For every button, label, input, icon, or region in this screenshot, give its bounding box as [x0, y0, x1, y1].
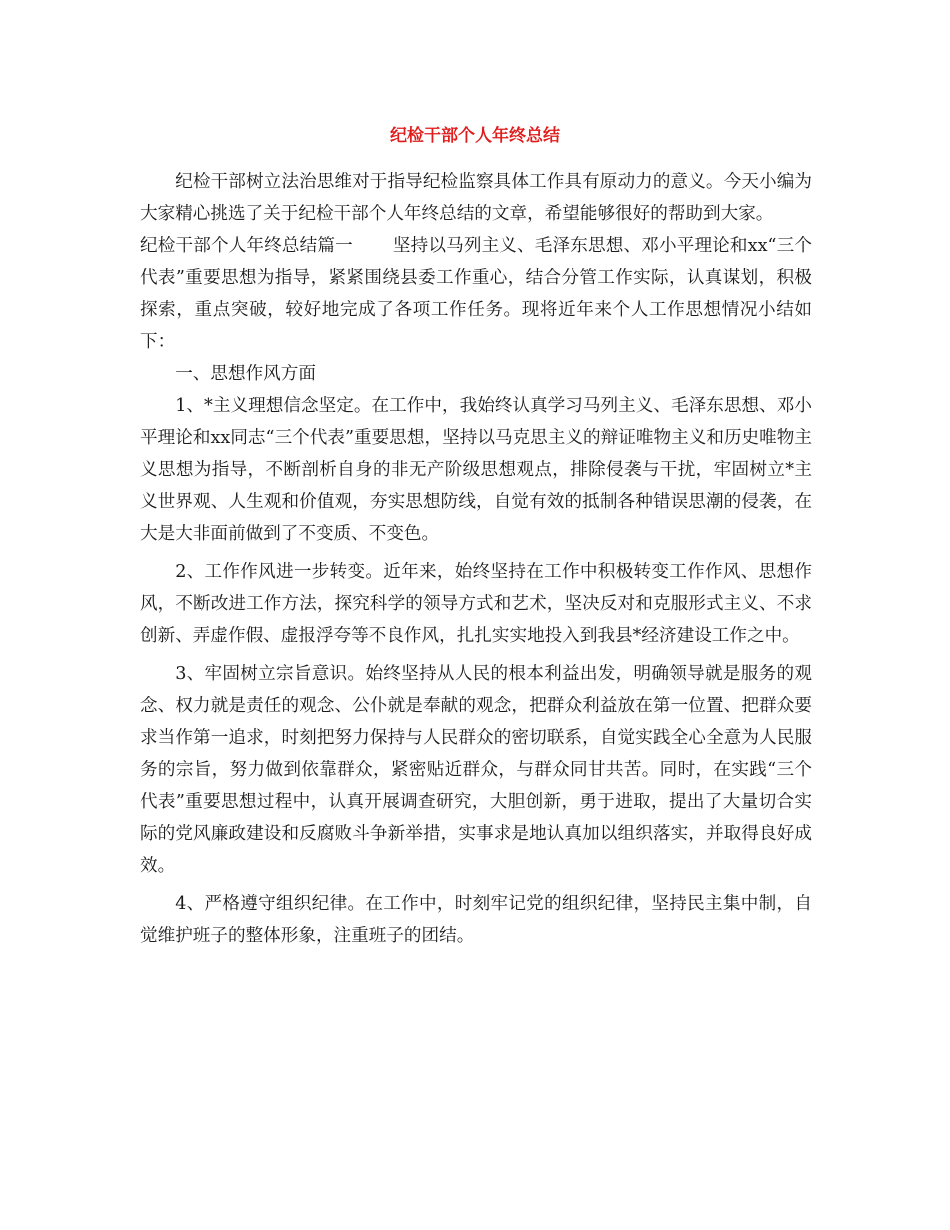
- section-heading: 一、思想作风方面: [175, 364, 316, 384]
- part-one-text: 坚持以马列主义、毛泽东思想、邓小平理论和xx“三个代表”重要思想为指导，紧紧围绕县委工作重心，结合分管工作实际，认真谋划，积极探索，重点突破，较好地完成了各项工作任务。现将近年来个人工作思想情况小结如下：: [140, 236, 812, 352]
- part-one-label: 纪检干部个人年终总结篇一: [140, 236, 353, 256]
- document-title: 纪检干部个人年终总结: [390, 126, 560, 146]
- list-item: 1、*主义理想信念坚定。在工作中，我始终认真学习马列主义、毛泽东思想、邓小平理论和xx同志“三个代表”重要思想，坚持以马克思主义的辩证唯物主义和历史唯物主义思想为指导，不断剖析自身的非无产阶级思想观点，排除侵袭与干扰，牢固树立*主义世界观、人生观和价值观，夯实思想防线，自觉有效的抵制各种错误思潮的侵袭，在大是大非面前做到了不变质、不变色。: [140, 396, 812, 544]
- document-body: [140, 166, 812, 952]
- intro-paragraph: 纪检干部树立法治思维对于指导纪检监察具体工作具有原动力的意义。今天小编为大家精心挑选了关于纪检干部个人年终总结的文章，希望能够很好的帮助到大家。: [140, 172, 812, 224]
- list-item: 3、牢固树立宗旨意识。始终坚持从人民的根本利益出发，明确领导就是服务的观念、权力就是责任的观念、公仆就是奉献的观念，把群众利益放在第一位置、把群众要求当作第一追求，时刻把努力保持与人民群众的密切联系，自觉实践全心全意为人民服务的宗旨，努力做到依靠群众，紧密贴近群众，与群众同甘共苦。同时，在实践“三个代表”重要思想过程中，认真开展调查研究，大胆创新，勇于进取，提出了大量切合实际的党风廉政建设和反腐败斗争新举措，实事求是地认真加以组织落实，并取得良好成效。: [140, 664, 812, 876]
- list-item: 4、严格遵守组织纪律。在工作中，时刻牢记党的组织纪律，坚持民主集中制，自觉维护班子的整体形象，注重班子的团结。: [140, 894, 812, 946]
- list-item: 2、工作作风进一步转变。近年来，始终坚持在工作中积极转变工作作风、思想作风，不断改进工作方法，探究科学的领导方式和艺术，坚决反对和克服形式主义、不求创新、弄虚作假、虚报浮夸等不良作风，扎扎实实地投入到我县*经济建设工作之中。: [140, 562, 812, 646]
- part-one-paragraph: [140, 230, 812, 358]
